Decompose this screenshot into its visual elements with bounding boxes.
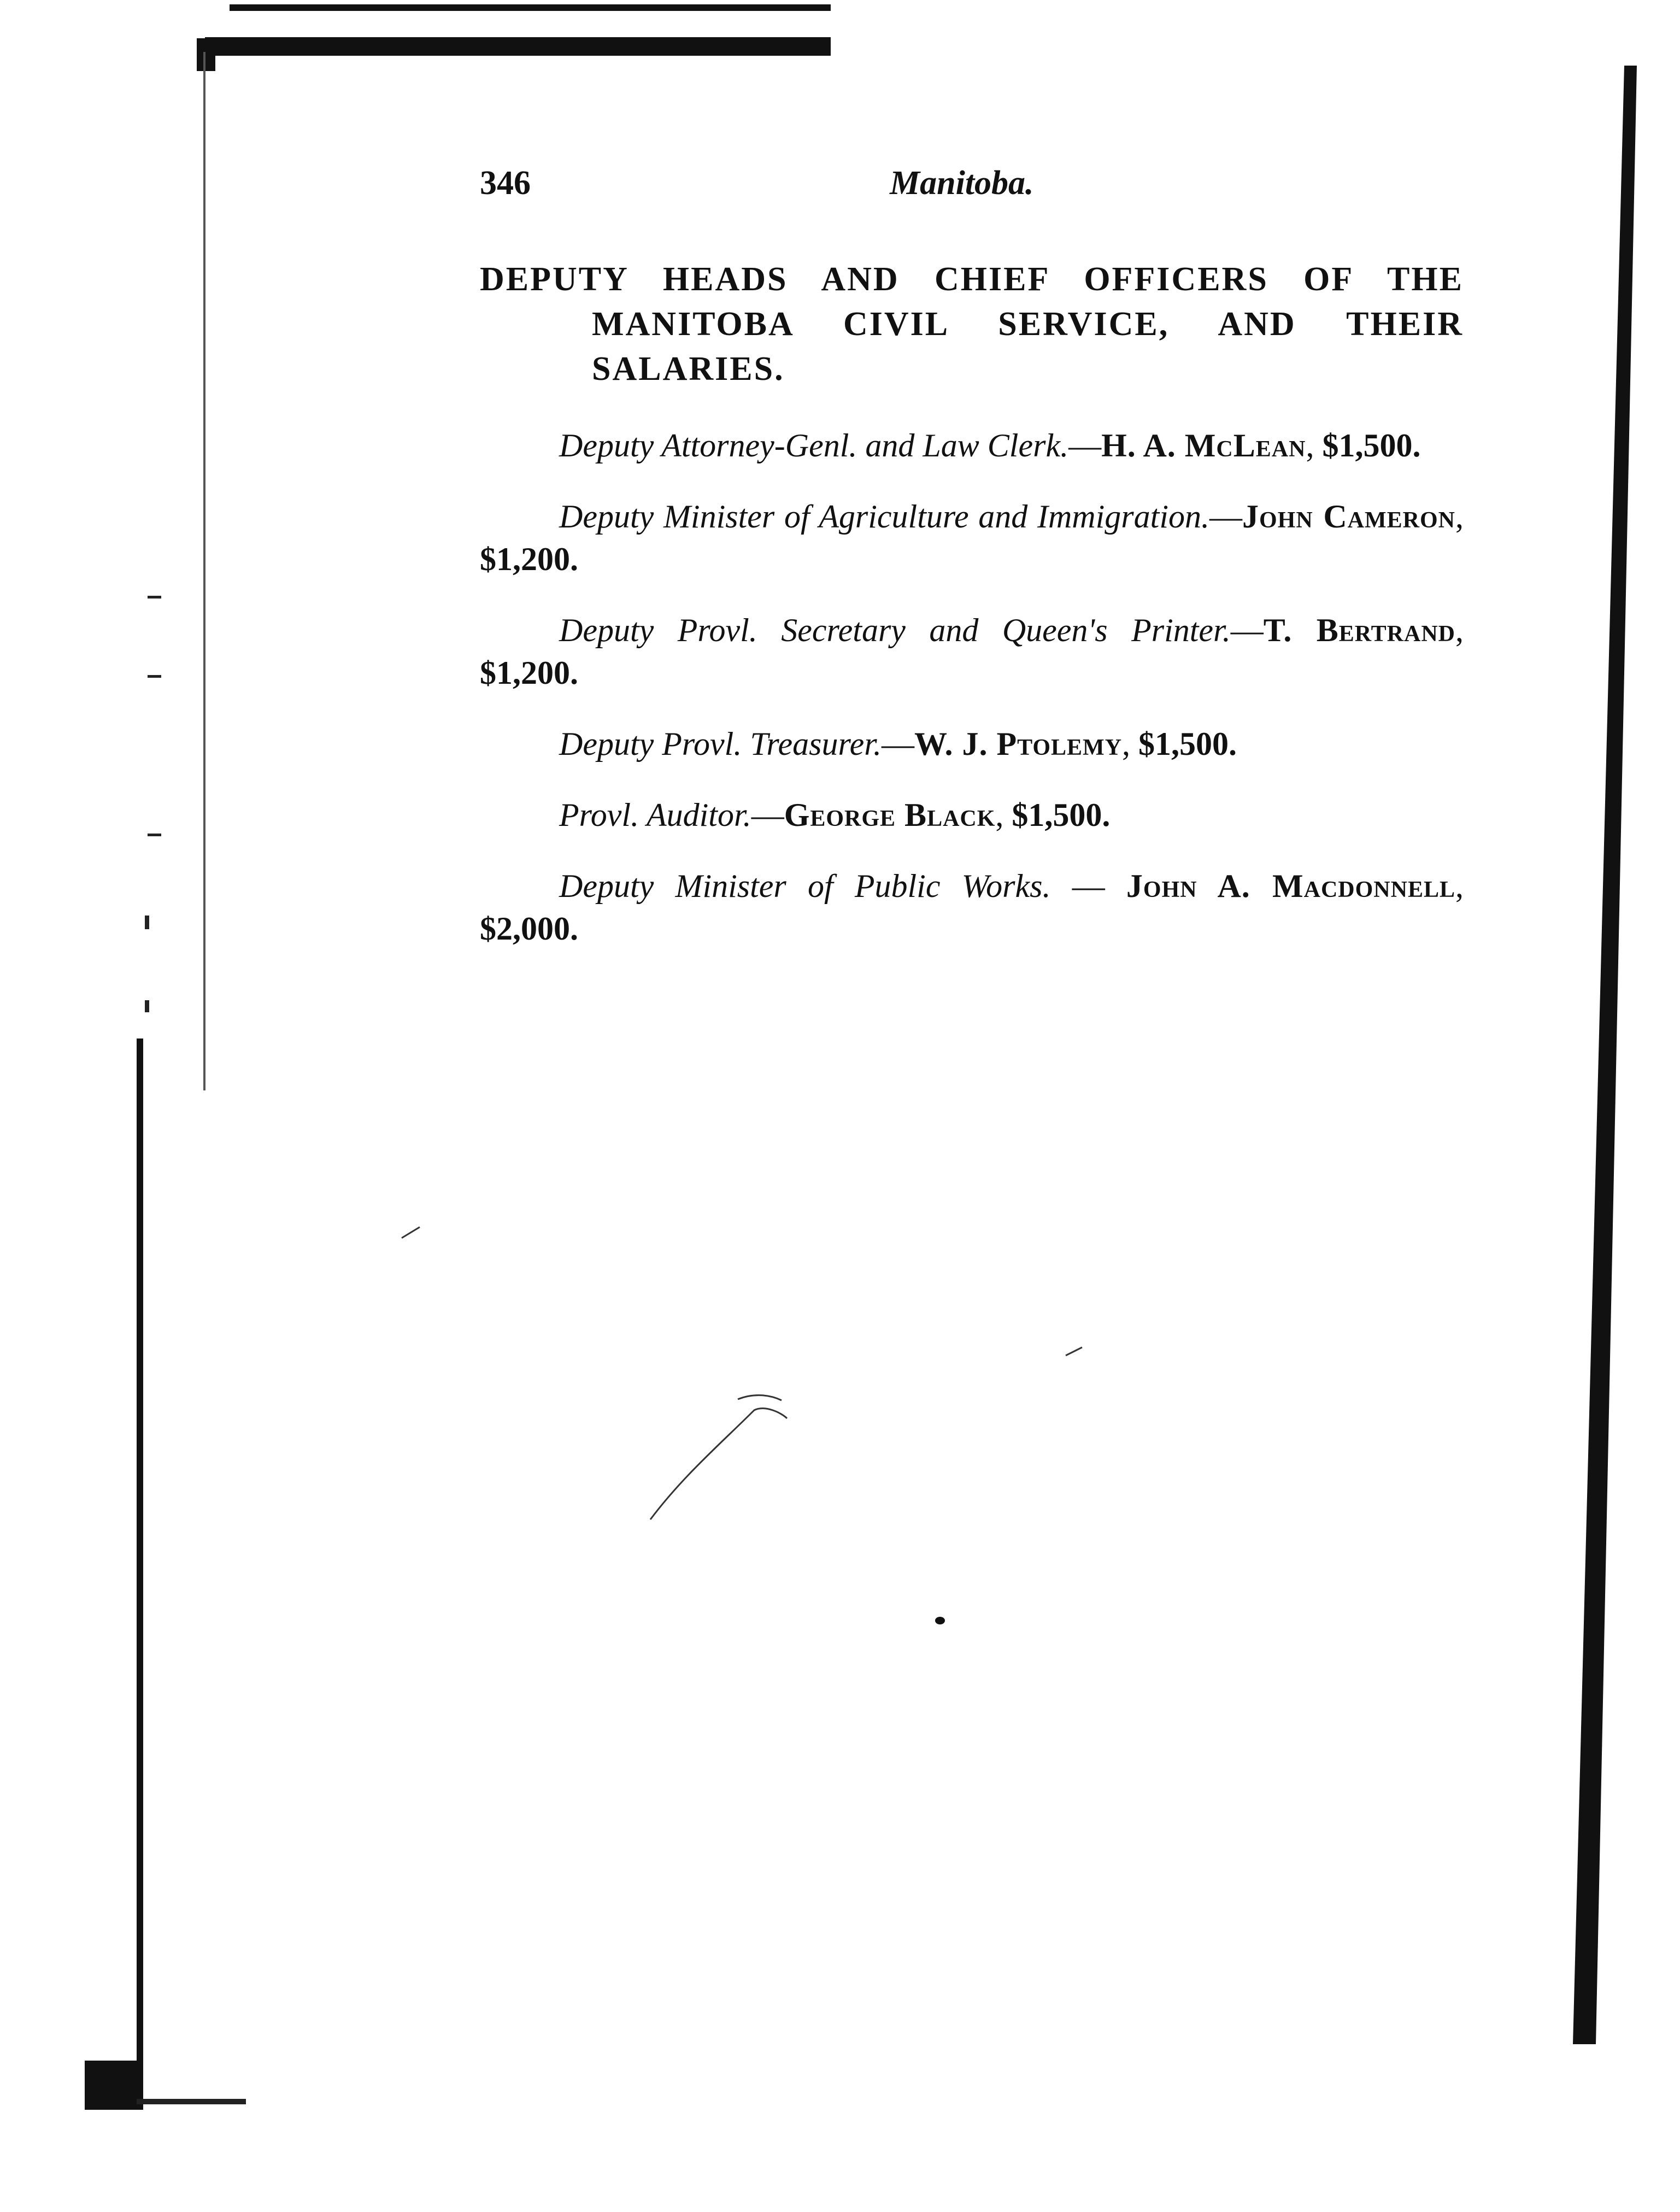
running-head xyxy=(480,164,1464,213)
officer-entry: Deputy Minister of Public Works. — John A. Macdonnell, $2,000. xyxy=(480,868,1464,947)
running-title: Manitoba. xyxy=(890,165,1034,202)
office-title: Deputy Minister of Public Works. xyxy=(559,868,1051,904)
bottom-left-corner-block xyxy=(85,2061,139,2110)
officer-name: John Cameron xyxy=(1242,498,1456,535)
office-title: Deputy Provl. Secretary and Queen's Printer. xyxy=(559,612,1231,648)
bottom-left-edge-rule xyxy=(137,2099,246,2104)
office-title: Provl. Auditor. xyxy=(559,797,751,833)
officer-salary: $1,500. xyxy=(1138,726,1237,762)
officer-name: W. J. Ptolemy xyxy=(914,726,1123,762)
officer-list xyxy=(480,424,1464,950)
officer-salary: $1,200. xyxy=(480,655,578,691)
top-edge-rule xyxy=(230,4,831,11)
page-text xyxy=(480,164,1464,978)
margin-dash xyxy=(145,1000,149,1012)
officer-name: T. Bertrand xyxy=(1263,612,1456,648)
office-title: Deputy Provl. Treasurer. xyxy=(559,726,882,762)
officer-salary: $1,200. xyxy=(480,541,578,577)
pencil-mark-curve xyxy=(650,1409,787,1519)
top-edge-band xyxy=(205,37,831,56)
heading-line-3: SALARIES. xyxy=(592,350,785,388)
margin-dash xyxy=(145,916,149,929)
section-heading xyxy=(480,257,1464,391)
officer-entry: Deputy Provl. Treasurer.—W. J. Ptolemy, $1,500. xyxy=(559,726,1237,762)
left-binding-edge xyxy=(137,1038,143,2110)
officer-entry: Provl. Auditor.—George Black, $1,500. xyxy=(559,797,1111,833)
officer-entry: Deputy Provl. Secretary and Queen's Printer.—T. Bertrand, $1,200. xyxy=(480,612,1464,691)
page-number: 346 xyxy=(480,165,531,202)
margin-dash xyxy=(148,834,161,836)
officer-entry: Deputy Minister of Agriculture and Immigration.—John Cameron, $1,200. xyxy=(480,498,1464,577)
officer-salary: $2,000. xyxy=(480,911,578,947)
pencil-tick xyxy=(402,1227,420,1238)
officer-entry: Deputy Attorney-Genl. and Law Clerk.—H. A. McLean, $1,500. xyxy=(559,427,1421,463)
officer-name: H. A. McLean xyxy=(1101,427,1306,463)
entry-dash: — xyxy=(1230,612,1264,648)
entry-dash: — xyxy=(881,726,914,762)
office-title: Deputy Minister of Agriculture and Immigration. xyxy=(559,498,1209,535)
officer-salary: $1,500. xyxy=(1322,427,1421,463)
heading-line-2: MANITOBA CIVIL SERVICE, AND THEIR xyxy=(592,306,1464,343)
margin-dash xyxy=(148,675,161,678)
entry-dash: — xyxy=(1068,427,1102,463)
top-left-corner-mark xyxy=(197,38,215,71)
entry-dash: — xyxy=(1209,498,1242,535)
left-gutter-dotted-line xyxy=(203,52,205,1090)
margin-dash xyxy=(148,596,161,599)
ink-speck xyxy=(935,1617,945,1624)
heading-line-1: DEPUTY HEADS AND CHIEF OFFICERS OF THE xyxy=(480,261,1464,298)
entry-dash: — xyxy=(751,797,784,833)
pencil-tick xyxy=(1066,1347,1082,1356)
pencil-mark-hook xyxy=(738,1395,782,1400)
officer-name: John A. Macdonnell xyxy=(1126,868,1455,904)
officer-name: George Black xyxy=(784,797,996,833)
right-binding-edge xyxy=(1573,66,1637,2044)
officer-salary: $1,500. xyxy=(1012,797,1111,833)
office-title: Deputy Attorney-Genl. and Law Clerk. xyxy=(559,427,1069,463)
entry-dash: — xyxy=(1050,868,1126,904)
